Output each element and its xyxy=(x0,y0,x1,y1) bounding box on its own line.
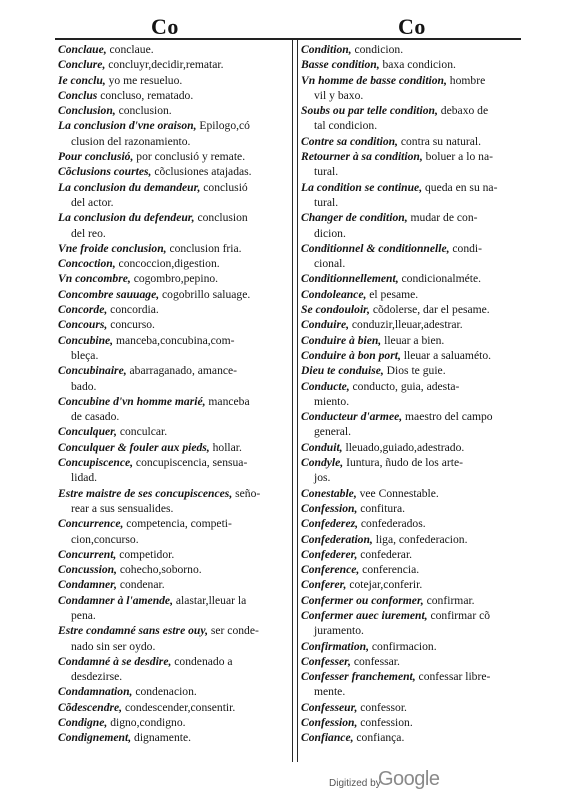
entry-headword: Conditionnellement, xyxy=(301,272,399,286)
dictionary-entry xyxy=(58,730,288,745)
dictionary-entry xyxy=(58,73,288,88)
entry-continuation: del actor. xyxy=(71,195,114,209)
entry-translation: confitura. xyxy=(357,501,406,515)
entry-translation: conclusion xyxy=(194,211,248,225)
entry-translation: lleuar a saluaméto. xyxy=(400,348,492,362)
entry-continuation: rear a sus sensualides. xyxy=(71,501,174,515)
running-head-left: Co xyxy=(151,14,179,39)
entry-headword: Confirmation, xyxy=(301,639,369,653)
entry-headword: Conclaue, xyxy=(58,43,107,56)
entry-headword: Condamner à l'amende, xyxy=(58,593,173,607)
header-rule xyxy=(55,38,521,40)
digitized-label: Digitized by xyxy=(329,778,381,789)
dictionary-entry xyxy=(58,210,288,241)
entry-translation: condi- xyxy=(449,241,483,255)
entry-headword: Conduire, xyxy=(301,318,349,332)
entry-headword: Estre maistre de ses concupiscences, xyxy=(58,486,233,500)
entry-translation: concordia. xyxy=(107,303,159,317)
entry-headword: Ie conclu, xyxy=(58,73,106,87)
dictionary-entry xyxy=(301,486,526,501)
dictionary-entry xyxy=(58,149,288,164)
entry-translation: maestro del campo xyxy=(402,410,493,424)
entry-headword: Conducte, xyxy=(301,379,350,393)
entry-headword: Conclure, xyxy=(58,58,106,72)
entry-continuation: desdezirse. xyxy=(71,670,123,684)
entry-translation: Iuntura, ñudo de los arte- xyxy=(343,456,463,470)
dictionary-entry xyxy=(301,455,526,486)
dictionary-entry xyxy=(301,363,526,378)
dictionary-entry xyxy=(58,654,288,685)
entry-headword: Condoleance, xyxy=(301,287,367,301)
entry-continuation: tal condicion. xyxy=(314,119,378,133)
dictionary-entry xyxy=(301,57,526,72)
dictionary-entry xyxy=(301,501,526,516)
entry-headword: Conduire à bien, xyxy=(301,333,382,347)
dictionary-entry xyxy=(58,593,288,624)
entry-translation: conferencia. xyxy=(359,563,420,577)
entry-headword: Se condouloir, xyxy=(301,303,370,317)
dictionary-entry xyxy=(58,562,288,577)
dictionary-entry xyxy=(58,57,288,72)
dictionary-entry xyxy=(58,302,288,317)
dictionary-entry xyxy=(58,700,288,715)
entry-headword: Conclusion, xyxy=(58,104,116,118)
dictionary-entry xyxy=(58,516,288,547)
entry-headword: Vn concombre, xyxy=(58,272,131,286)
entry-continuation: bleça. xyxy=(71,348,99,362)
entry-translation: mudar de con- xyxy=(407,211,478,225)
entry-headword: Concorde, xyxy=(58,303,108,317)
entry-continuation: de casado. xyxy=(71,410,120,424)
entry-headword: Concurrence, xyxy=(58,517,124,531)
entry-headword: Conditionnel & conditionnelle, xyxy=(301,241,450,255)
entry-translation: vee Connestable. xyxy=(356,486,439,500)
entry-translation: concluso, rematado. xyxy=(97,88,194,102)
entry-translation: concoccion,digestion. xyxy=(115,257,220,271)
entry-translation: confirmar cõ xyxy=(427,608,491,622)
entry-headword: Condamné à se desdire, xyxy=(58,654,172,668)
entry-translation: concurso. xyxy=(107,318,155,332)
dictionary-entry xyxy=(301,409,526,440)
entry-headword: Confiance, xyxy=(301,731,354,745)
entry-translation: contra su natural. xyxy=(397,134,482,148)
entry-headword: Condition, xyxy=(301,43,352,56)
dictionary-entry xyxy=(301,180,526,211)
entry-headword: Conduit, xyxy=(301,440,343,454)
entry-headword: Conclus xyxy=(58,88,98,102)
dictionary-entry xyxy=(301,241,526,272)
google-logo: Google xyxy=(378,768,440,790)
entry-headword: Concurrent, xyxy=(58,547,117,561)
entry-headword: Condamnation, xyxy=(58,685,133,699)
entry-headword: Concubine d'vn homme marié, xyxy=(58,394,206,408)
entry-translation: cõclusiones atajadas. xyxy=(151,165,252,179)
dictionary-entry xyxy=(301,532,526,547)
entry-headword: Concubinaire, xyxy=(58,364,127,378)
entry-translation: el pesame. xyxy=(366,287,419,301)
entry-translation: condicionalméte. xyxy=(398,272,482,286)
entry-translation: confederar. xyxy=(357,547,413,561)
entry-translation: condescender,consentir. xyxy=(122,700,236,714)
entry-headword: Condamner, xyxy=(58,578,117,592)
dictionary-entry xyxy=(301,593,526,608)
entry-headword: Cõdescendre, xyxy=(58,700,123,714)
entry-translation: confiança. xyxy=(353,731,405,745)
entry-translation: confederados. xyxy=(358,517,426,531)
entry-headword: Concoction, xyxy=(58,257,116,271)
entry-translation: hollar. xyxy=(209,440,242,454)
dictionary-entry xyxy=(301,302,526,317)
entry-translation: confirmar. xyxy=(423,593,475,607)
entry-translation: Epilogo,có xyxy=(196,119,250,133)
dictionary-entry xyxy=(58,271,288,286)
entry-headword: Vn homme de basse condition, xyxy=(301,73,447,87)
entry-headword: Condyle, xyxy=(301,456,344,470)
running-head-right: Co xyxy=(398,14,426,39)
entry-translation: confirmacion. xyxy=(368,639,437,653)
dictionary-entry xyxy=(301,379,526,410)
entry-headword: Confederation, xyxy=(301,532,373,546)
entry-translation: competidor. xyxy=(116,547,175,561)
dictionary-entry xyxy=(58,118,288,149)
entry-translation: cõdolerse, dar el pesame. xyxy=(369,303,490,317)
entry-translation: yo me resueluo. xyxy=(105,73,183,87)
dictionary-entry xyxy=(301,730,526,745)
dictionary-entry xyxy=(301,700,526,715)
entry-headword: Vne froide conclusion, xyxy=(58,241,167,255)
entry-continuation: del reo. xyxy=(71,226,106,240)
dictionary-entry xyxy=(301,516,526,531)
entry-translation: conducto, guia, adesta- xyxy=(349,379,460,393)
dictionary-entry xyxy=(58,103,288,118)
entry-translation: alastar,lleuar la xyxy=(172,593,247,607)
entry-headword: Concubine, xyxy=(58,333,114,347)
dictionary-entry xyxy=(301,317,526,332)
dictionary-entry xyxy=(301,287,526,302)
entry-translation: competencia, competi- xyxy=(123,517,232,531)
dictionary-entry xyxy=(58,164,288,179)
entry-headword: Retourner à sa condition, xyxy=(301,150,423,164)
dictionary-entry xyxy=(301,577,526,592)
entry-translation: lleuado,guiado,adestrado. xyxy=(342,440,465,454)
entry-translation: lleuar a bien. xyxy=(381,333,445,347)
entry-translation: confessar libre- xyxy=(415,670,491,684)
entry-continuation: pena. xyxy=(71,608,96,622)
entry-translation: confessor. xyxy=(357,700,407,714)
dictionary-entry xyxy=(58,455,288,486)
dictionary-entry xyxy=(58,623,288,654)
dictionary-entry xyxy=(58,363,288,394)
entry-headword: Soubs ou par telle condition, xyxy=(301,104,438,118)
dictionary-entry xyxy=(301,547,526,562)
dictionary-entry xyxy=(58,317,288,332)
entry-headword: La conclusion du defendeur, xyxy=(58,211,195,225)
left-column xyxy=(58,42,288,746)
entry-headword: Condigne, xyxy=(58,716,108,730)
dictionary-entry xyxy=(301,73,526,104)
dictionary-entry xyxy=(58,241,288,256)
entry-translation: manceba,concubina,com- xyxy=(113,333,235,347)
entry-translation: baxa condicion. xyxy=(379,58,456,72)
dictionary-entry xyxy=(58,394,288,425)
entry-headword: Confermer ou conformer, xyxy=(301,593,424,607)
dictionary-entry xyxy=(58,684,288,699)
entry-translation: conduzir,lleuar,adestrar. xyxy=(349,318,463,332)
entry-headword: Confermer auec iurement, xyxy=(301,608,428,622)
entry-headword: Confederez, xyxy=(301,517,358,531)
dictionary-entry xyxy=(58,256,288,271)
dictionary-entry xyxy=(301,333,526,348)
entry-headword: Condignement, xyxy=(58,731,132,745)
dictionary-entry xyxy=(301,134,526,149)
entry-continuation: jos. xyxy=(314,471,331,485)
dictionary-entry xyxy=(58,42,288,57)
dictionary-entry xyxy=(58,424,288,439)
entry-translation: hombre xyxy=(446,73,486,87)
entry-translation: confessar. xyxy=(350,654,400,668)
entry-headword: Confesser, xyxy=(301,654,351,668)
entry-continuation: miento. xyxy=(314,394,350,408)
entry-translation: cohecho,soborno. xyxy=(116,563,202,577)
entry-translation: condenacion. xyxy=(132,685,197,699)
entry-translation: conculcar. xyxy=(116,425,168,439)
entry-continuation: tural. xyxy=(314,165,339,179)
entry-headword: La conclusion d'vne oraison, xyxy=(58,119,197,133)
entry-headword: Contre sa condition, xyxy=(301,134,398,148)
entry-translation: ser conde- xyxy=(207,624,259,638)
dictionary-entry xyxy=(58,333,288,364)
entry-translation: confession. xyxy=(357,716,413,730)
entry-headword: Confesser franchement, xyxy=(301,670,416,684)
entry-headword: Confession, xyxy=(301,716,358,730)
entry-translation: condenar. xyxy=(116,578,165,592)
dictionary-entry xyxy=(58,440,288,455)
entry-continuation: lidad. xyxy=(71,471,98,485)
entry-continuation: dicion. xyxy=(314,226,346,240)
dictionary-entry xyxy=(58,287,288,302)
entry-continuation: juramento. xyxy=(314,624,364,638)
entry-translation: cogobrillo saluage. xyxy=(159,287,251,301)
entry-headword: Changer de condition, xyxy=(301,211,408,225)
entry-translation: concupiscencia, sensua- xyxy=(133,456,248,470)
dictionary-entry xyxy=(58,88,288,103)
entry-headword: Confederer, xyxy=(301,547,358,561)
entry-continuation: clusion del razonamiento. xyxy=(71,134,191,148)
dictionary-entry xyxy=(58,715,288,730)
dictionary-entry xyxy=(301,210,526,241)
entry-headword: Confesseur, xyxy=(301,700,358,714)
entry-continuation: vil y baxo. xyxy=(314,88,364,102)
entry-translation: seño- xyxy=(232,486,261,500)
dictionary-entry xyxy=(58,180,288,211)
entry-headword: Conference, xyxy=(301,563,360,577)
dictionary-entry xyxy=(301,654,526,669)
entry-translation: digno,condigno. xyxy=(107,716,186,730)
entry-translation: cotejar,conferir. xyxy=(346,578,423,592)
right-column xyxy=(301,42,526,746)
entry-headword: Conestable, xyxy=(301,486,357,500)
dictionary-entry xyxy=(301,271,526,286)
entry-translation: cogombro,pepino. xyxy=(130,272,219,286)
entry-headword: Basse condition, xyxy=(301,58,380,72)
entry-translation: concluyr,decidir,rematar. xyxy=(105,58,224,72)
entry-translation: conclaue. xyxy=(106,43,154,56)
entry-headword: Concupiscence, xyxy=(58,456,134,470)
entry-headword: Conferer, xyxy=(301,578,347,592)
dictionary-entry xyxy=(301,348,526,363)
column-divider xyxy=(292,40,298,762)
entry-translation: conclusió xyxy=(200,180,248,194)
entry-continuation: general. xyxy=(314,425,352,439)
entry-translation: debaxo de xyxy=(437,104,489,118)
entry-headword: Confession, xyxy=(301,501,358,515)
dictionary-entry xyxy=(58,547,288,562)
entry-headword: Concussion, xyxy=(58,563,117,577)
entry-continuation: cion,concurso. xyxy=(71,532,139,546)
entry-translation: conclusion. xyxy=(115,104,172,118)
entry-headword: Conduire à bon port, xyxy=(301,348,401,362)
entry-headword: Estre condamné sans estre ouy, xyxy=(58,624,208,638)
entry-translation: liga, confederacion. xyxy=(372,532,468,546)
entry-translation: manceba xyxy=(205,394,250,408)
entry-translation: queda en su na- xyxy=(422,180,498,194)
entry-translation: dignamente. xyxy=(131,731,192,745)
entry-headword: Concombre sauuage, xyxy=(58,287,160,301)
dictionary-entry xyxy=(301,639,526,654)
entry-headword: Conculquer, xyxy=(58,425,117,439)
dictionary-entry xyxy=(301,669,526,700)
entry-translation: Dios te guie. xyxy=(383,364,446,378)
entry-translation: boluer a lo na- xyxy=(422,150,493,164)
entry-headword: La conclusion du demandeur, xyxy=(58,180,201,194)
entry-headword: La condition se continue, xyxy=(301,180,423,194)
entry-continuation: cional. xyxy=(314,257,346,271)
entry-headword: Dieu te conduise, xyxy=(301,364,384,378)
entry-headword: Cõclusions courtes, xyxy=(58,165,152,179)
entry-continuation: tural. xyxy=(314,195,339,209)
entry-headword: Concours, xyxy=(58,318,108,332)
dictionary-entry xyxy=(301,149,526,180)
dictionary-entry xyxy=(301,103,526,134)
entry-continuation: mente. xyxy=(314,685,346,699)
entry-translation: abarraganado, amance- xyxy=(126,364,238,378)
dictionary-entry xyxy=(301,608,526,639)
entry-translation: condenado a xyxy=(171,654,233,668)
entry-continuation: bado. xyxy=(71,379,97,393)
dictionary-entry xyxy=(301,42,526,57)
entry-translation: por conclusió y remate. xyxy=(133,150,246,164)
dictionary-entry xyxy=(301,562,526,577)
dictionary-entry xyxy=(58,486,288,517)
entry-translation: condicion. xyxy=(351,43,404,56)
entry-headword: Pour conclusió, xyxy=(58,150,134,164)
entry-headword: Conculquer & fouler aux pieds, xyxy=(58,440,210,454)
entry-translation: conclusion fria. xyxy=(166,241,242,255)
entry-continuation: nado sin ser oydo. xyxy=(71,639,156,653)
dictionary-entry xyxy=(301,440,526,455)
entry-headword: Conducteur d'armee, xyxy=(301,410,403,424)
dictionary-entry xyxy=(58,577,288,592)
dictionary-entry xyxy=(301,715,526,730)
